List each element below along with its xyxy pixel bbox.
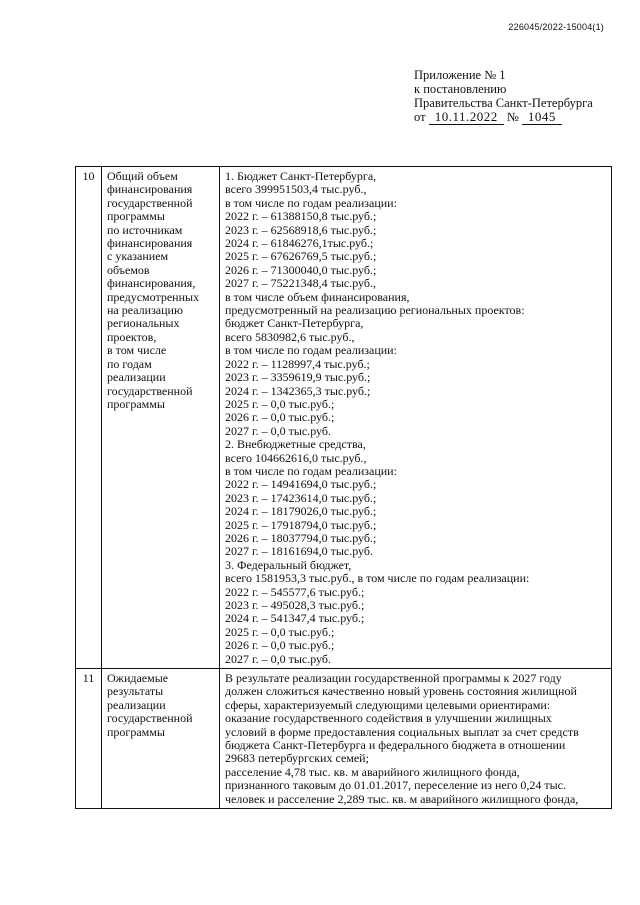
label-line: на реализацию [107,303,183,318]
content-line: 2023 г. – 62568918,6 тыс.руб.; [225,222,377,237]
label-line: по годам [107,356,152,371]
content-line: 2027 г. – 75221348,4 тыс.руб., [225,276,376,291]
content-line: 2022 г. – 14941694,0 тыс.руб.; [225,477,377,492]
label-line: государственной [107,383,193,398]
content-line: бюджет Санкт-Петербурга, [225,316,364,331]
label-line: государственной [107,711,193,726]
content-line: 2024 г. – 541347,4 тыс.руб.; [225,611,365,626]
content-line: 2023 г. – 17423614,0 тыс.руб.; [225,490,377,505]
decree-date: 10.11.2022 [429,110,504,125]
label-line: объемов [107,262,150,277]
content-line: 2026 г. – 18037794,0 тыс.руб.; [225,530,377,545]
label-line: предусмотренных [107,289,200,304]
label-line: государственной [107,195,193,210]
label-line: в том числе [107,343,167,358]
row-label [102,167,220,669]
label-line: региональных [107,316,180,331]
row-content [220,167,612,669]
content-line: 2025 г. – 67626769,5 тыс.руб.; [225,249,377,264]
label-line: финансирования, [107,276,196,291]
content-line: предусмотренный на реализацию региональных проектов: [225,303,525,318]
content-line: 2027 г. – 0,0 тыс.руб. [225,423,331,438]
document-id: 226045/2022-15004(1) [508,22,604,32]
content-line: 1. Бюджет Санкт-Петербурга, [225,169,377,183]
decree-number: 1045 [522,110,562,125]
label-line: реализации [107,370,166,385]
content-line: оказание государственного содействия в улучшении жилищных [225,711,552,726]
content-line: 2026 г. – 0,0 тыс.руб.; [225,638,335,653]
label-line: проектов, [107,329,157,344]
content-line: условий в форме предоставления социальных выплат за счет средств [225,724,579,739]
content-line: 2026 г. – 0,0 тыс.руб.; [225,410,335,425]
row-content [220,669,612,809]
content-line: в том числе по годам реализации: [225,463,397,478]
content-line: в том числе по годам реализации: [225,343,397,358]
table-row [76,669,612,809]
content-line: 2023 г. – 3359619,9 тыс.руб.; [225,370,371,385]
content-line: признанного таковым до 01.01.2017, переселение из него 0,24 тыс. [225,778,566,793]
content-line: всего 1581953,3 тыс.руб., в том числе по годам реализации: [225,571,530,586]
content-line: всего 399951503,4 тыс.руб., [225,182,367,197]
label-line: Общий объем [107,169,178,183]
content-line: 2022 г. – 545577,6 тыс.руб.; [225,584,365,599]
content-line: расселение 4,78 тыс. кв. м аварийного жилищного фонда, [225,764,520,779]
row-label [102,669,220,809]
label-line: по источникам [107,222,183,237]
content-line: сферы, характеризуемый следующими целевыми ориентирами: [225,697,551,712]
content-line: 2022 г. – 1128997,4 тыс.руб.; [225,356,370,371]
content-line: 3. Федеральный бюджет, [225,557,352,572]
row-number: 10 [76,167,102,669]
label-line: программы [107,209,165,224]
table-row [76,167,612,669]
content-line: 2025 г. – 0,0 тыс.руб.; [225,624,335,639]
content-line: должен сложиться качественно новый уровень состояния жилищной [225,684,577,699]
appendix-ref: к постановлению [414,82,507,96]
content-line: 2. Внебюджетные средства, [225,437,366,452]
number-prefix: № [506,110,519,124]
content-line: 29683 петербургских семей; [225,751,369,766]
program-passport-table [75,166,612,809]
content-line: всего 5830982,6 тыс.руб., [225,329,355,344]
label-line: Ожидаемые [107,671,169,686]
appendix-authority: Правительства Санкт-Петербурга [414,96,593,110]
content-line: 2027 г. – 0,0 тыс.руб. [225,651,331,666]
label-line: финансирования [107,182,193,197]
content-line: в том числе объем финансирования, [225,289,410,304]
content-line: 2025 г. – 0,0 тыс.руб.; [225,396,335,411]
content-line: 2027 г. – 18161694,0 тыс.руб. [225,544,373,559]
content-line: 2024 г. – 1342365,3 тыс.руб.; [225,383,371,398]
content-line: бюджета Санкт-Петербурга и федерального бюджета в отношении [225,738,566,753]
content-line: 2024 г. – 18179026,0 тыс.руб.; [225,504,377,519]
content-line: всего 104662616,0 тыс.руб., [225,450,367,465]
content-line: 2025 г. – 17918794,0 тыс.руб.; [225,517,377,532]
content-line: человек и расселение 2,289 тыс. кв. м аварийного жилищного фонда, [225,791,579,806]
appendix-title: Приложение № 1 [414,68,506,82]
label-line: программы [107,396,165,411]
appendix-date-line [414,110,624,125]
appendix-header [414,68,624,125]
content-line: 2024 г. – 61846276,1тыс.руб.; [225,236,374,251]
row-number: 11 [76,669,102,809]
label-line: реализации [107,697,166,712]
label-line: с указанием [107,249,169,264]
content-line: 2022 г. – 61388150,8 тыс.руб.; [225,209,377,224]
content-line: В результате реализации государственной программы к 2027 году [225,671,562,686]
content-line: в том числе по годам реализации: [225,195,397,210]
content-line: 2023 г. – 495028,3 тыс.руб.; [225,598,365,612]
content-line: 2026 г. – 71300040,0 тыс.руб.; [225,262,377,277]
label-line: результаты [107,684,164,699]
label-line: финансирования [107,236,193,251]
label-line: программы [107,724,165,739]
date-prefix: от [414,110,426,124]
